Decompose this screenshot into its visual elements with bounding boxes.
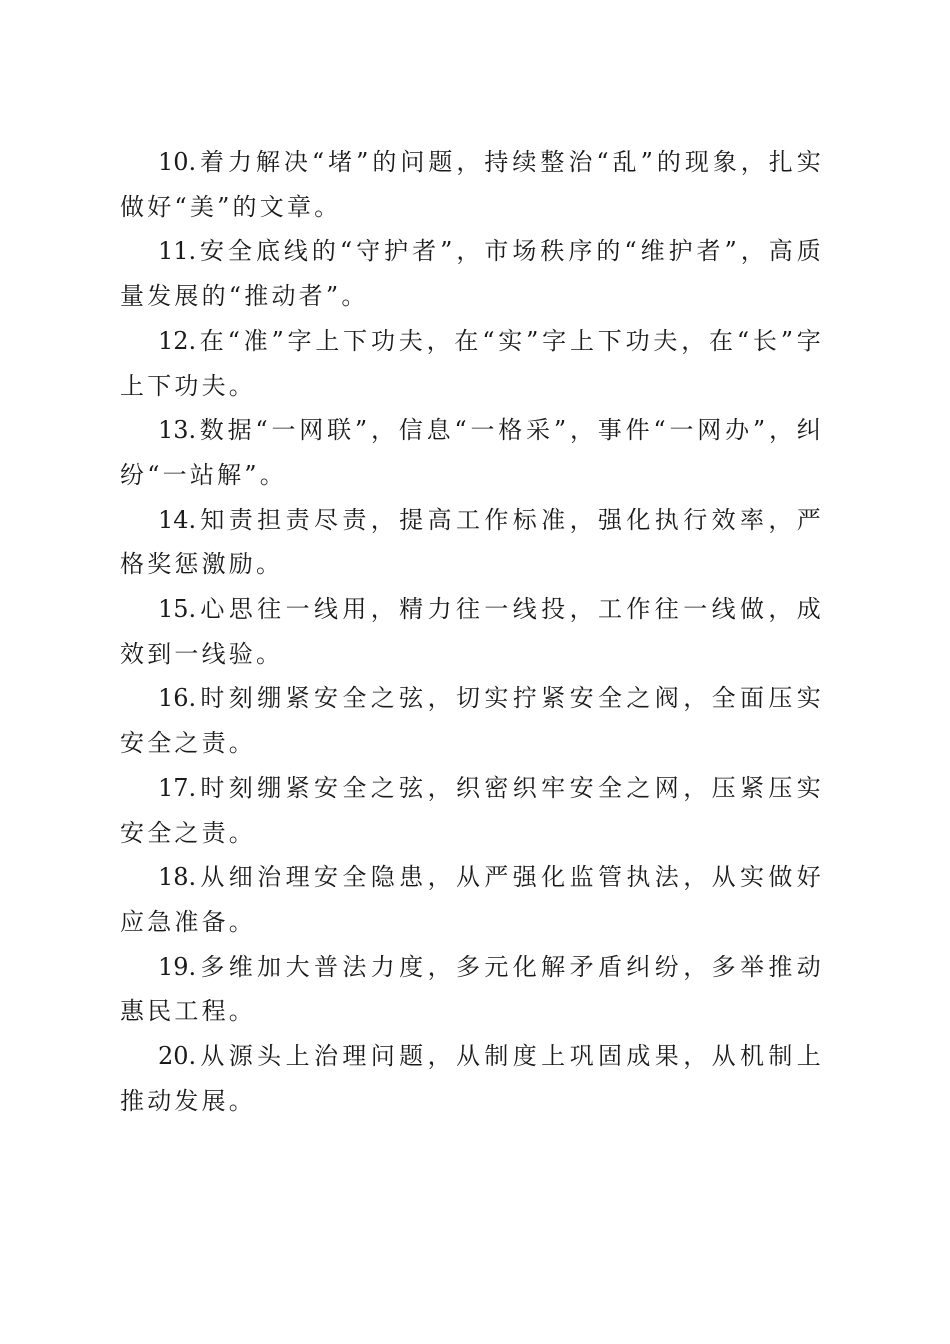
item-number: 11.	[158, 237, 197, 266]
paragraph-13	[120, 408, 824, 497]
item-number: 14.	[158, 505, 197, 534]
item-text: 心思往一线用，精力往一线投，工作往一线做，成效到一线验。	[120, 595, 824, 668]
paragraph-17	[120, 766, 824, 855]
item-number: 13.	[158, 416, 197, 445]
paragraph-14	[120, 498, 824, 587]
item-text: 时刻绷紧安全之弦，切实拧紧安全之阀，全面压实安全之责。	[120, 684, 824, 758]
item-text: 从细治理安全隐患，从严强化监管执法，从实做好应急准备。	[120, 863, 824, 936]
item-number: 20.	[158, 1042, 197, 1071]
item-text: 安全底线的“守护者”，市场秩序的“维护者”，高质量发展的“推动者”。	[120, 237, 824, 311]
item-text: 着力解决“堵”的问题，持续整治“乱”的现象，扎实做好“美”的文章。	[120, 148, 824, 221]
item-number: 16.	[158, 684, 197, 713]
paragraph-15	[120, 587, 824, 676]
paragraph-10	[120, 140, 824, 229]
item-text: 在“准”字上下功夫，在“实”字上下功夫，在“长”字上下功夫。	[120, 326, 824, 400]
paragraph-12	[120, 319, 824, 408]
item-text: 知责担责尽责，提高工作标准，强化执行效率，严格奖惩激励。	[120, 505, 824, 579]
item-number: 15.	[158, 595, 197, 624]
item-number: 19.	[158, 952, 197, 981]
document-body	[120, 140, 824, 1123]
paragraph-20	[120, 1034, 824, 1123]
paragraph-19	[120, 945, 824, 1034]
paragraph-18	[120, 855, 824, 944]
item-number: 18.	[158, 863, 197, 892]
item-number: 10.	[158, 148, 197, 176]
item-text: 数据“一网联”，信息“一格采”，事件“一网办”，纠纷“一站解”。	[120, 416, 824, 489]
item-number: 12.	[158, 326, 197, 355]
item-text: 时刻绷紧安全之弦，织密织牢安全之网，压紧压实安全之责。	[120, 773, 824, 847]
item-number: 17.	[158, 773, 197, 802]
paragraph-11	[120, 229, 824, 318]
item-text: 多维加大普法力度，多元化解矛盾纠纷，多举推动惠民工程。	[120, 952, 824, 1026]
paragraph-16	[120, 676, 824, 765]
item-text: 从源头上治理问题，从制度上巩固成果，从机制上推动发展。	[120, 1042, 824, 1115]
